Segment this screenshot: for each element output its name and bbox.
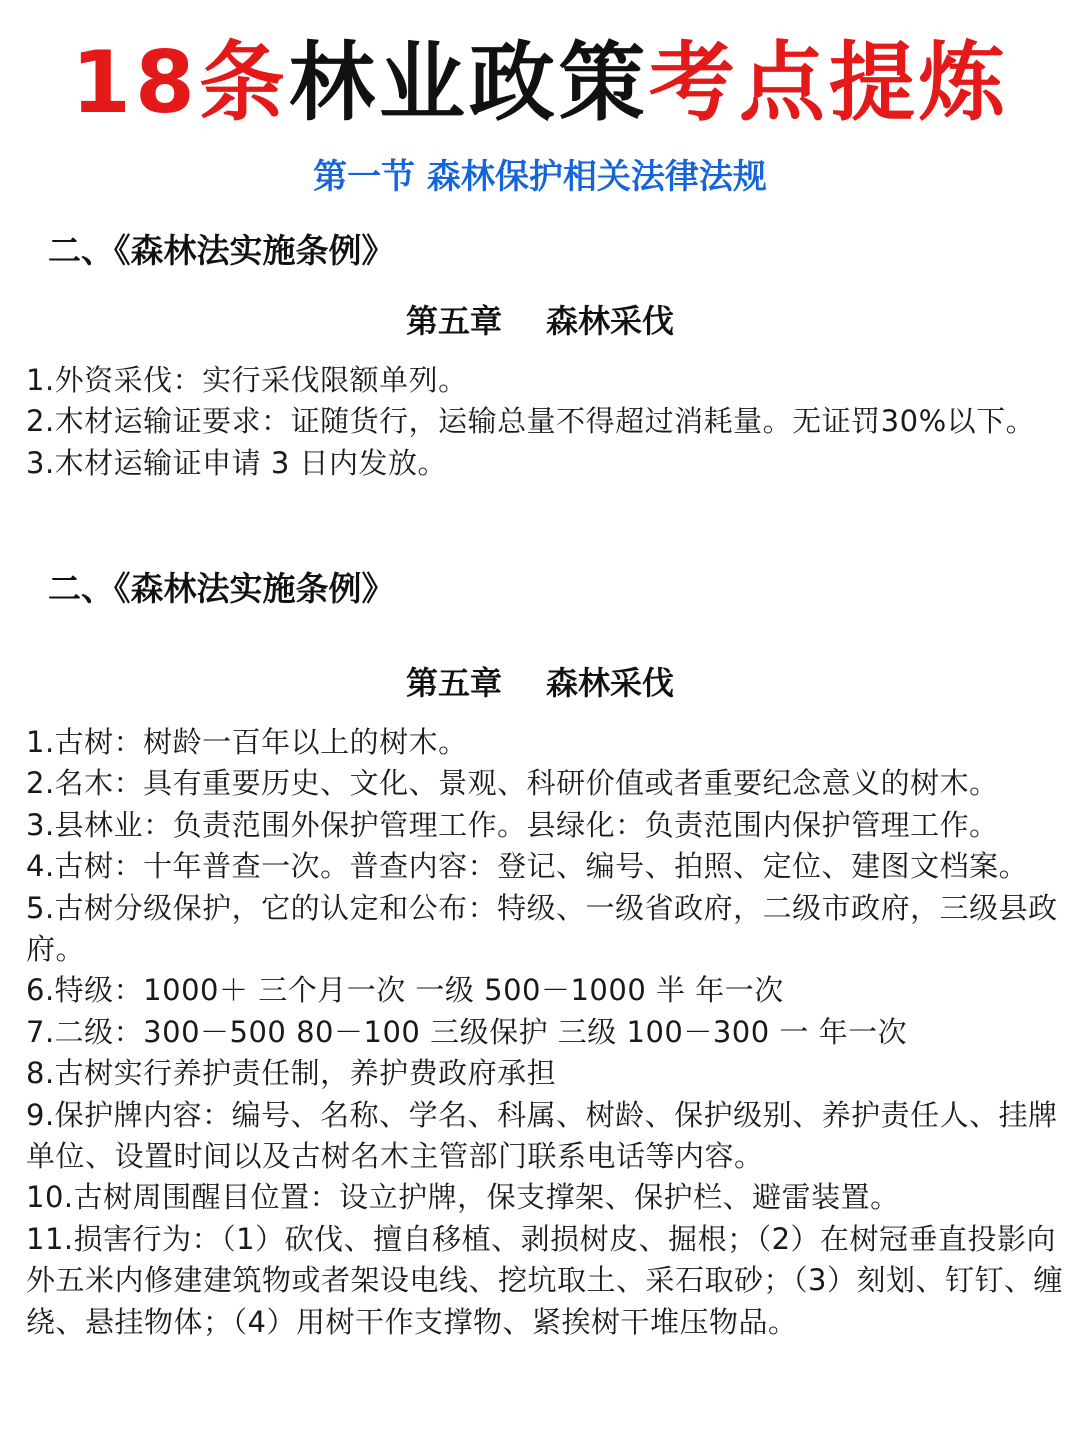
- chapter-heading-2: [0, 660, 1080, 706]
- list-item: 10.古树周围醒目位置：设立护牌，保支撑架、保护栏、避雷装置。: [26, 1180, 900, 1215]
- points-list-2: [26, 722, 1070, 1343]
- title-suffix: 考点提炼: [648, 33, 1009, 133]
- list-item: 5.古树分级保护，它的认定和公布：特级、一级省政府，二级市政府，三级县政府。: [26, 890, 1058, 967]
- list-item: 11.损害行为：（1）砍伐、擅自移植、剥损树皮、掘根；（2）在树冠垂直投影向外五米内修建建筑物或者架设电线、挖坑取土、采石取砂；（3）刻划、钉钉、缠绕、悬挂物体；（4）用树干作支撑物、紧挨树干堆压物品。: [26, 1221, 1063, 1339]
- chapter-name: 森林采伐: [546, 664, 675, 702]
- list-item: 7.二级：300－500 80－100 三级保护 三级 100－300 一 年一次: [26, 1014, 908, 1049]
- chapter-name: 森林采伐: [546, 302, 675, 340]
- list-item: 6.特级：1000＋ 三个月一次 一级 500－1000 半 年一次: [26, 973, 784, 1008]
- list-item: 2.木材运输证要求：证随货行，运输总量不得超过消耗量。无证罚30%以下。: [26, 404, 1036, 439]
- list-item: 9.保护牌内容：编号、名称、学名、科属、树龄、保护级别、养护责任人、挂牌单位、设置时间以及古树名木主管部门联系电话等内容。: [26, 1097, 1058, 1174]
- title-topic: 林业政策: [288, 33, 649, 133]
- chapter-number: 第五章: [405, 664, 502, 702]
- list-item: 8.古树实行养护责任制，养护费政府承担: [26, 1056, 557, 1091]
- page-title: [0, 28, 1080, 138]
- section-subtitle: 第一节 森林保护相关法律法规: [313, 157, 767, 197]
- list-item: 2.名木：具有重要历史、文化、景观、科研价值或者重要纪念意义的树木。: [26, 766, 999, 801]
- section-heading-1: 二、《森林法实施条例》: [48, 231, 395, 270]
- section-heading-2: 二、《森林法实施条例》: [48, 569, 395, 608]
- list-item: 3.县林业：负责范围外保护管理工作。县绿化：负责范围内保护管理工作。: [26, 807, 999, 842]
- chapter-number: 第五章: [405, 302, 502, 340]
- points-list-1: [26, 360, 1070, 484]
- list-item: 1.外资采伐：实行采伐限额单列。: [26, 363, 468, 397]
- list-item: 3.木材运输证申请 3 日内发放。: [26, 445, 448, 480]
- list-item: 1.古树：树龄一百年以上的树木。: [26, 725, 468, 759]
- chapter-heading-1: [0, 298, 1080, 344]
- list-item: 4.古树：十年普查一次。普查内容：登记、编号、拍照、定位、建图文档案。: [26, 849, 1029, 884]
- title-count: 18条: [71, 33, 289, 133]
